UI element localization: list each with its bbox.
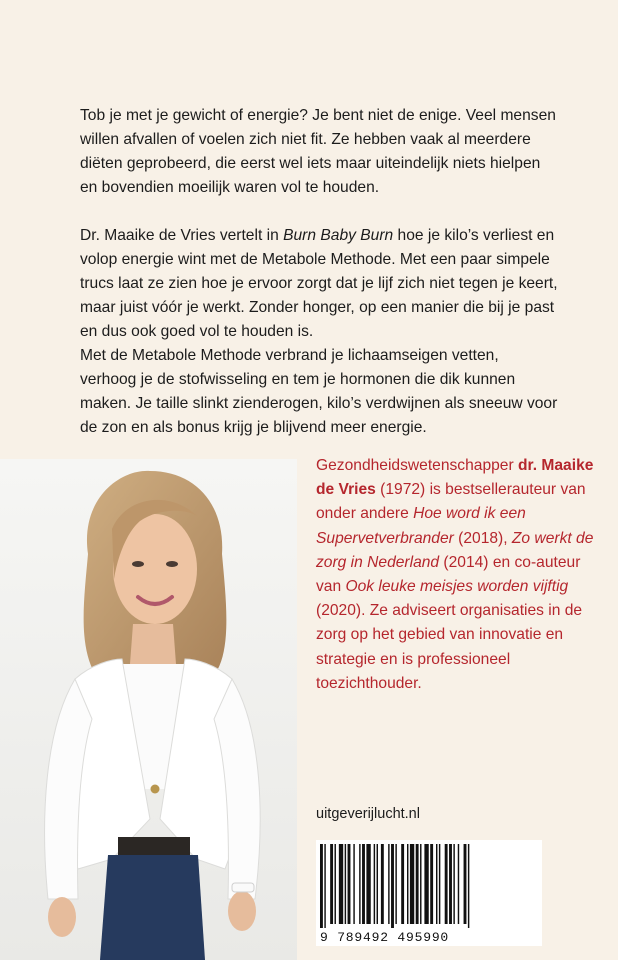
blurb-text: hoe je kilo’s verliest en volop energie wint met de Metabole Methode. Met een paar simpele trucs laat ze zien hoe je ervoor zorgt dat je lijf zich niet tegen je keert, maar juist vóór je werkt. Zonder honger, op een manier die bij je past en dus ook goed vol te houden is. (80, 227, 558, 340)
barcode-bar (353, 844, 354, 924)
bio-text: (1972) is bestsellerauteur van onder andere (316, 481, 586, 523)
barcode-bar (335, 844, 336, 924)
isbn-number: 9 789492 495990 (320, 930, 450, 945)
barcode-bar (464, 844, 467, 924)
barcode-bar (453, 844, 454, 924)
book-title: Ook leuke meisjes worden vijftig (345, 578, 569, 596)
barcode-bars (320, 844, 469, 928)
barcode-bar (439, 844, 440, 924)
barcode-bar (424, 844, 428, 924)
author-portrait-illustration (0, 459, 297, 960)
barcode-bar (391, 844, 394, 928)
barcode-bar (449, 844, 452, 924)
author-photo (0, 459, 297, 960)
book-title: Zo werkt de zorg in Nederland (316, 529, 594, 571)
blurb-text: Dr. Maaike de Vries vertelt in (80, 227, 284, 244)
barcode-bar (420, 844, 421, 924)
barcode-bar (359, 844, 360, 924)
barcode-bar (330, 844, 333, 924)
barcode-bar (445, 844, 448, 924)
bio-text: Gezondheidswetenschapper (316, 457, 518, 474)
publisher-website: uitgeverijlucht.nl (316, 806, 420, 822)
barcode-bar (458, 844, 459, 924)
barcode-bar (407, 844, 408, 924)
bio-text: (2018), (453, 529, 512, 547)
book-title: Burn Baby Burn (283, 227, 394, 244)
barcode-graphic (316, 840, 542, 946)
author-name: dr. Maaike de Vries (316, 457, 594, 499)
barcode-bar (374, 844, 375, 924)
barcode-bar (339, 844, 343, 924)
barcode-bar (362, 844, 365, 924)
book-title: Hoe word ik een Supervetverbrander (316, 505, 526, 547)
barcode-bar (436, 844, 437, 924)
barcode-bar (381, 844, 384, 924)
barcode-bar (366, 844, 370, 924)
barcode-bar (468, 844, 469, 928)
barcode-bar (348, 844, 351, 924)
author-bio (316, 454, 606, 696)
barcode-bar (377, 844, 378, 924)
blurb-text: Met de Metabole Methode verbrand je lichaamseigen vetten, verhoog je de stofwisseling en tem je hormonen die dik kunnen maken. Je taille slinkt zienderogen, kilo’s verdwijnen als sneeuw voor de zon en als bonus krijg je blijvend meer energie. (80, 347, 558, 436)
barcode-bar (401, 844, 404, 924)
barcode-bar (395, 844, 396, 924)
bio-text: (2014) en co-auteur van (316, 553, 581, 596)
barcode-bar (430, 844, 433, 924)
barcode-bar (416, 844, 419, 924)
blurb-paragraph-2 (80, 224, 558, 440)
barcode-bar (320, 844, 323, 928)
barcode-bar (388, 844, 389, 924)
barcode-bar (410, 844, 414, 924)
barcode-bar (324, 844, 325, 928)
isbn-barcode (316, 840, 542, 946)
back-cover-blurb (80, 104, 558, 440)
barcode-bar (345, 844, 346, 924)
bio-text: (2020). Ze adviseert organisaties in de zorg op het gebied van innovatie en strategie en is professioneel toezichthouder. (316, 602, 583, 692)
blurb-paragraph-1: Tob je met je gewicht of energie? Je bent niet de enige. Veel mensen willen afvallen of voelen zich niet fit. Ze hebben vaak al meerdere diëten geprobeerd, die eerst wel iets maar uiteindelijk niets hielpen en bovendien moeilijk waren vol te houden. (80, 107, 556, 196)
